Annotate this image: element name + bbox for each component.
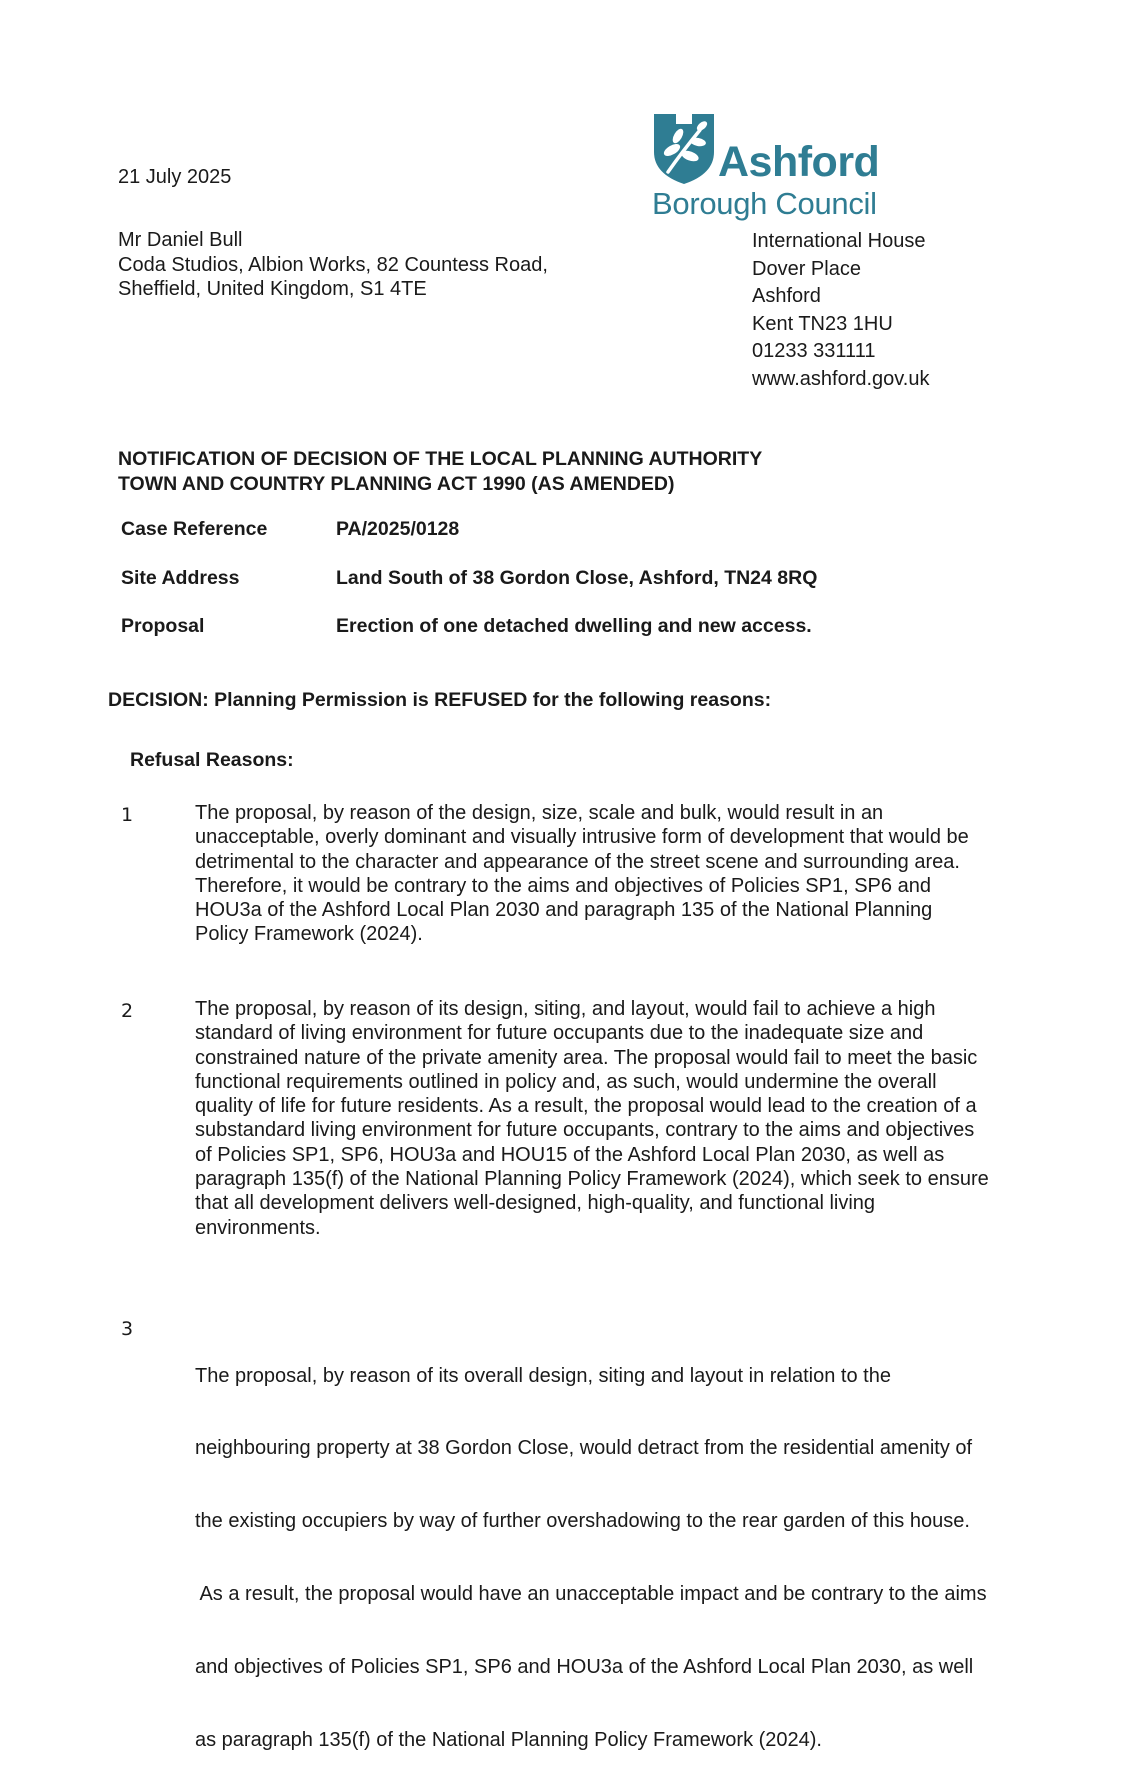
- council-website: www.ashford.gov.uk: [752, 367, 930, 390]
- reason-line: unacceptable, overly dominant and visually intrusive form of development that would be: [195, 826, 969, 849]
- council-logo: [652, 112, 902, 224]
- reason-line: paragraph 135(f) of the National Planning Policy Framework (2024), which seek to ensure: [195, 1168, 989, 1191]
- heading-line1: NOTIFICATION OF DECISION OF THE LOCAL PLANNING AUTHORITY: [118, 448, 763, 470]
- decision-statement: DECISION: Planning Permission is REFUSED for the following reasons:: [108, 689, 772, 711]
- recipient-name: Mr Daniel Bull: [118, 229, 243, 251]
- reason-line: of Policies SP1, SP6, HOU3a and HOU15 of the Ashford Local Plan 2030, as well as: [195, 1143, 945, 1166]
- recipient-address: [118, 228, 548, 302]
- council-address: [752, 228, 930, 393]
- reason-line: standard of living environment for future occupants due to the inadequate size and: [195, 1022, 924, 1045]
- heading-line2: TOWN AND COUNTRY PLANNING ACT 1990 (AS AMENDED): [118, 472, 675, 495]
- case-value: Land South of 38 Gordon Close, Ashford, TN24 8RQ: [336, 566, 818, 589]
- reason-text: [195, 997, 1035, 1240]
- council-phone: 01233 331111: [752, 340, 876, 362]
- reason-line: environments.: [195, 1216, 321, 1239]
- leaf-shield-icon: [652, 112, 716, 186]
- reason-line: detrimental to the character and appearance of the street scene and surrounding area.: [195, 850, 960, 873]
- reason-line: neighbouring property at 38 Gordon Close, would detract from the residential amenity of: [195, 1437, 973, 1460]
- logo-wordmark: Ashford: [718, 138, 880, 186]
- reason-line: quality of life for future residents. As a result, the proposal would lead to the creation of a: [195, 1095, 977, 1118]
- case-label: Case Reference: [121, 518, 268, 540]
- reason-line: As a result, the proposal would have an unacceptable impact and be contrary to the aims: [195, 1583, 987, 1606]
- reason-line: and objectives of Policies SP1, SP6 and HOU3a of the Ashford Local Plan 2030, as well: [195, 1656, 974, 1679]
- case-value: Erection of one detached dwelling and new access.: [336, 615, 812, 637]
- council-address-line: International House: [752, 230, 926, 252]
- reason-line: The proposal, by reason of its overall design, siting and layout in relation to the: [195, 1364, 891, 1387]
- case-value: PA/2025/0128: [336, 518, 460, 540]
- council-address-line: Ashford: [752, 285, 821, 307]
- council-address-line: Dover Place: [752, 257, 861, 280]
- logo-subtitle: Borough Council: [652, 186, 877, 221]
- council-address-line: Kent TN23 1HU: [752, 312, 893, 335]
- reason-line: functional requirements outlined in policy and, as such, would undermine the overall: [195, 1070, 937, 1093]
- notification-heading: [118, 447, 762, 496]
- reason-line: substandard living environment for future occupants, contrary to the aims and objectives: [195, 1119, 975, 1142]
- case-row-proposal: [121, 615, 817, 664]
- reason-line: Policy Framework (2024).: [195, 923, 423, 946]
- reason-text: [195, 801, 1035, 947]
- reason-line: as paragraph 135(f) of the National Planning Policy Framework (2024).: [195, 1729, 822, 1752]
- letter-date: 21 July 2025: [118, 166, 232, 188]
- case-label: Site Address: [121, 566, 240, 589]
- reason-number: 2: [121, 1000, 134, 1022]
- reason-line: constrained nature of the private amenity area. The proposal would fail to meet the basic: [195, 1046, 978, 1069]
- recipient-address-line2: Sheffield, United Kingdom, S1 4TE: [118, 278, 427, 300]
- case-row-site-address: [121, 567, 817, 616]
- reason-line: The proposal, by reason of the design, size, scale and bulk, would result in an: [195, 802, 884, 824]
- recipient-address-line1: Coda Studios, Albion Works, 82 Countess Road,: [118, 253, 548, 276]
- reason-line: The proposal, by reason of its design, siting, and layout, would fail to achieve a high: [195, 998, 936, 1020]
- reason-text: [195, 1315, 1035, 1777]
- reason-line: Therefore, it would be contrary to the aims and objectives of Policies SP1, SP6 and: [195, 874, 931, 897]
- reason-line: the existing occupiers by way of further overshadowing to the rear garden of this house.: [195, 1510, 970, 1533]
- case-row-reference: [121, 518, 817, 567]
- reason-line: HOU3a of the Ashford Local Plan 2030 and paragraph 135 of the National Planning: [195, 899, 933, 922]
- case-details: [121, 518, 817, 664]
- reason-number: 3: [121, 1318, 134, 1340]
- case-label: Proposal: [121, 615, 205, 637]
- reason-number: 1: [121, 804, 134, 826]
- reason-line: that all development delivers well-designed, high-quality, and functional living: [195, 1192, 876, 1215]
- refusal-reasons-title: Refusal Reasons:: [130, 749, 294, 771]
